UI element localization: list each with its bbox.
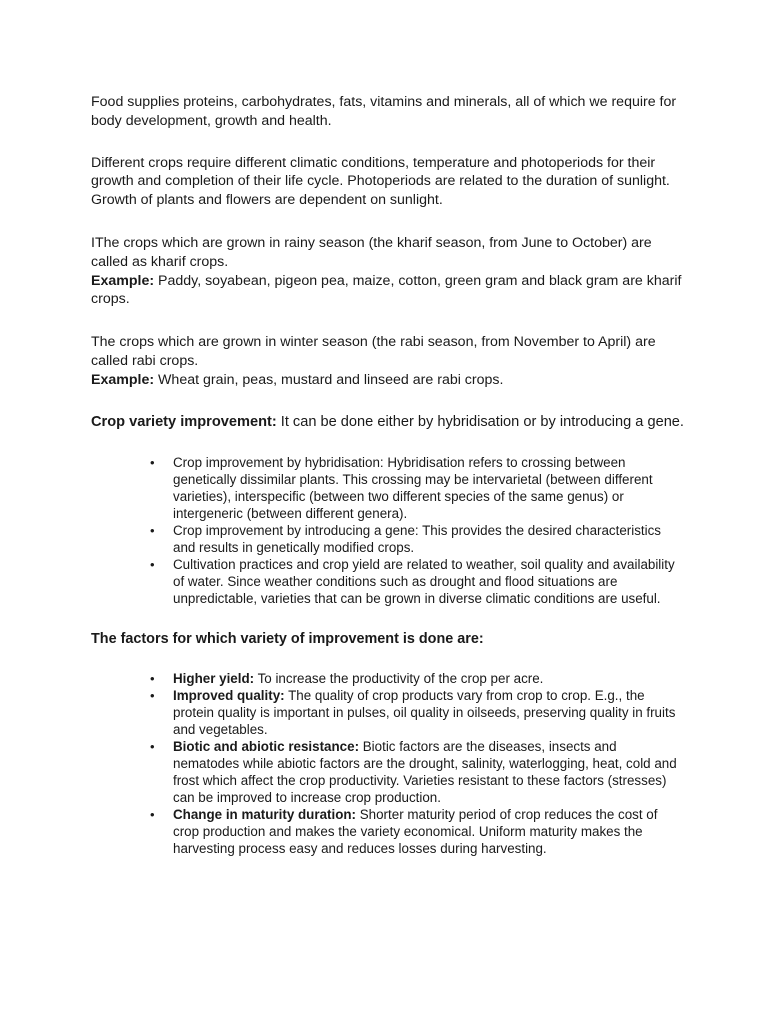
factors-heading: The factors for which variety of improvement is done are:	[91, 630, 484, 647]
kharif-definition: IThe crops which are grown in rainy season (the kharif season, from June to October) are called as kharif crops.	[91, 234, 652, 270]
crop-variety-text: It can be done either by hybridisation or by introducing a gene.	[276, 413, 684, 430]
factor-label: Improved quality:	[173, 687, 285, 703]
paragraph-nutrition: Food supplies proteins, carbohydrates, fats, vitamins and minerals, all of which we require for body development, growth and health.	[91, 94, 677, 129]
list-item	[150, 687, 686, 738]
paragraph-kharif	[91, 234, 686, 309]
bullet-icon: •	[150, 738, 155, 754]
rabi-definition: The crops which are grown in winter season (the rabi season, from November to April) are called rabi crops.	[91, 334, 656, 369]
paragraph-crop-variety-improvement	[91, 412, 686, 432]
list-item	[150, 806, 686, 857]
bullet-icon: •	[150, 670, 155, 686]
kharif-example-text: Paddy, soyabean, pigeon pea, maize, cotton, green gram and black gram are kharif crops.	[91, 272, 682, 308]
bullet-icon: •	[150, 556, 155, 572]
list-item-text: Crop improvement by introducing a gene: This provides the desired characteristics and results in genetically modified crops.	[173, 522, 662, 555]
crop-variety-label: Crop variety improvement:	[91, 413, 277, 430]
paragraph-rabi	[91, 333, 686, 389]
improvement-methods-list	[91, 454, 686, 607]
improvement-factors-list	[91, 670, 686, 857]
document-page	[91, 93, 686, 857]
list-item-text: Cultivation practices and crop yield are related to weather, soil quality and availability of water. Since weather conditions such as drought and flood situations are unpredictable, varieties that can be grown in diverse climatic conditions are useful.	[173, 556, 675, 606]
bullet-icon: •	[150, 806, 155, 822]
factor-text: To increase the productivity of the crop per acre.	[254, 670, 544, 686]
bullet-icon: •	[150, 522, 155, 538]
list-item	[150, 738, 686, 806]
factor-text: Shorter maturity period of crop reduces the cost of crop production and makes the variety economical. Uniform maturity makes the harvesting process easy and reduces losses during harvesting.	[173, 806, 658, 856]
paragraph-climate: Different crops require different climatic conditions, temperature and photoperiods for their growth and completion of their life cycle. Photoperiods are related to the duration of sunlight. Growth of plants and flowers are dependent on sunlight.	[91, 154, 670, 209]
kharif-example-label: Example:	[91, 272, 155, 289]
list-item	[150, 454, 686, 522]
list-item-text: Crop improvement by hybridisation: Hybridisation refers to crossing between genetically dissimilar plants. This crossing may be intervarietal (between different varieties), interspecific (between two different species of the same genus) or intergeneric (between different genera).	[173, 454, 653, 521]
list-item	[150, 670, 686, 687]
list-item	[150, 556, 686, 607]
rabi-example-text: Wheat grain, peas, mustard and linseed are rabi crops.	[154, 371, 504, 388]
factor-text: Biotic factors are the diseases, insects and nematodes while abiotic factors are the drought, salinity, waterlogging, heat, cold and frost which affect the crop productivity. Varieties resistant to these factors (stresses) can be improved to increase crop production.	[173, 738, 677, 805]
factor-label: Higher yield:	[173, 670, 255, 686]
factor-label: Change in maturity duration:	[173, 806, 357, 822]
bullet-icon: •	[150, 687, 155, 703]
list-item	[150, 522, 686, 556]
rabi-example-label: Example:	[91, 371, 155, 388]
bullet-icon: •	[150, 454, 155, 470]
factor-label: Biotic and abiotic resistance:	[173, 738, 360, 754]
factor-text: The quality of crop products vary from crop to crop. E.g., the protein quality is important in pulses, oil quality in oilseeds, preserving quality in fruits and vegetables.	[173, 687, 676, 737]
